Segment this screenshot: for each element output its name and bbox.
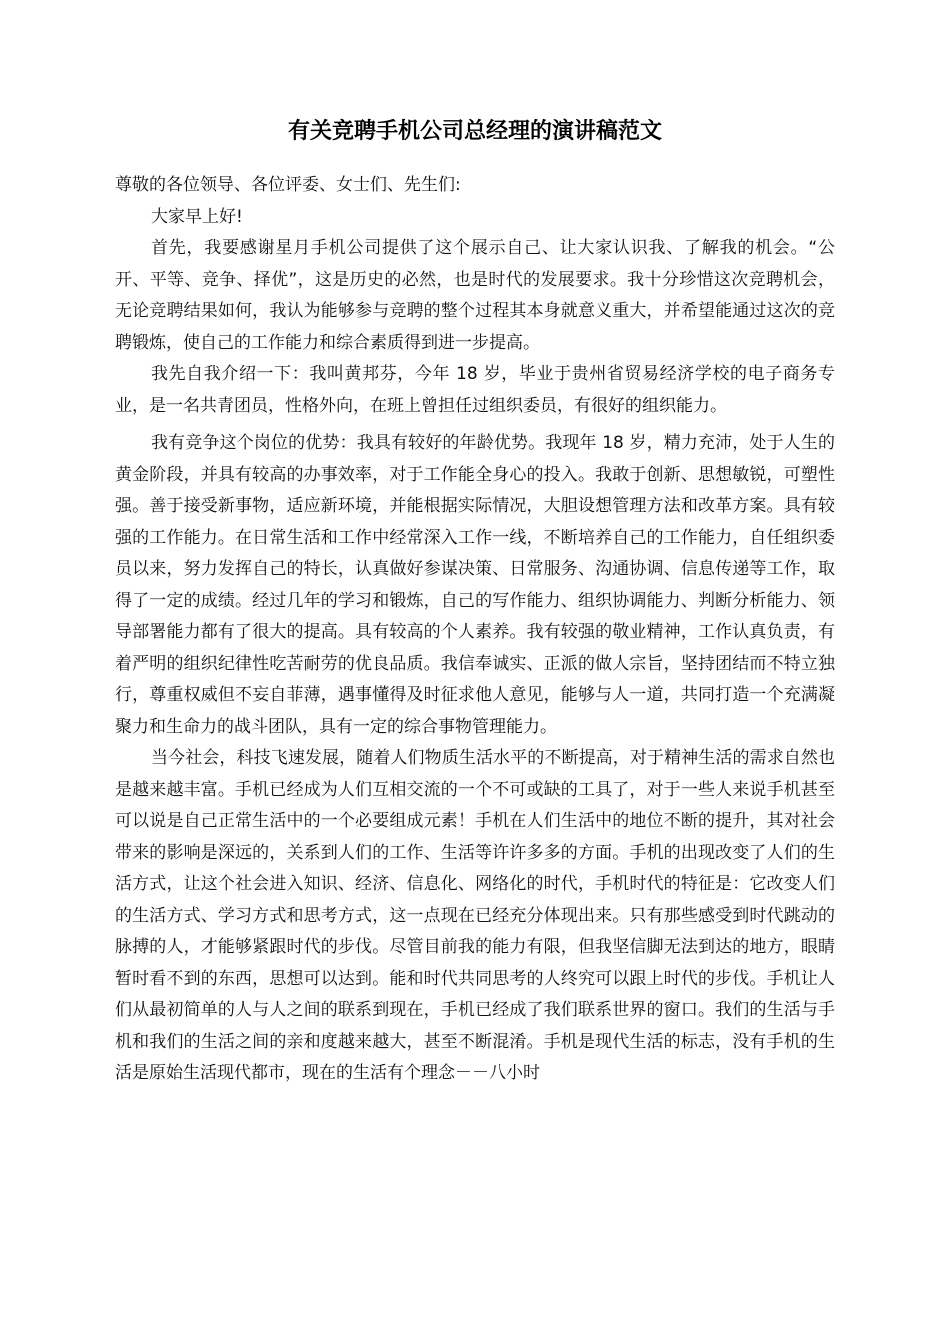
salutation: 尊敬的各位领导、各位评委、女士们、先生们: [115,175,461,195]
paragraph-self-introduction: 我先自我介绍一下：我叫黄邦芬，今年 18 岁，毕业于贵州省贸易经济学校的电子商务专业，是一名共青团员，性格外向，在班上曾担任过组织委员，有很好的组织能力。 [115,364,835,416]
greeting: 大家早上好! [151,206,243,227]
paragraph-thanks: 首先，我要感谢星月手机公司提供了这个展示自己、让大家认识我、了解我的机会。“公开、平等、竞争、择优”，这是历史的必然，也是时代的发展要求。我十分珍惜这次竞聘机会，无论竞聘结果如何，我认为能够参与竞聘的整个过程其本身就意义重大，并希望能通过这次的竞聘锻炼，使自己的工作能力和综合素质得到进一步提高。 [115,238,835,353]
paragraph-advantages: 我有竞争这个岗位的优势：我具有较好的年龄优势。我现年 18 岁，精力充沛，处于人生的黄金阶段，并具有较高的办事效率，对于工作能全身心的投入。我敢于创新、思想敏锐，可塑性强。善于接受新事物，适应新环境，并能根据实际情况，大胆设想管理方法和改革方案。具有较强的工作能力。在日常生活和工作中经常深入工作一线，不断培养自己的工作能力，自任组织委员以来，努力发挥自己的特长，认真做好参谋决策、日常服务、沟通协调、信息传递等工作，取得了一定的成绩。经过几年的学习和锻炼，自己的写作能力、组织协调能力、判断分析能力、领导部署能力都有了很大的提高。具有较高的个人素养。我有较强的敬业精神，工作认真负责，有着严明的组织纪律性吃苦耐劳的优良品质。我信奉诚实、正派的做人宗旨，坚持团结而不特立独行，尊重权威但不妄自菲薄，遇事懂得及时征求他人意见，能够与人一道，共同打造一个充满凝聚力和生命力的战斗团队，具有一定的综合事物管理能力。 [115,433,835,737]
document-body [115,170,835,1090]
document-title: 有关竞聘手机公司总经理的演讲稿范文 [287,119,662,144]
paragraph-mobile-era: 当今社会，科技飞速发展，随着人们物质生活水平的不断提高，对于精神生活的需求自然也是越来越丰富。手机已经成为人们互相交流的一个不可或缺的工具了，对于一些人来说手机甚至可以说是自己正常生活中的一个必要组成元素！手机在人们生活中的地位不断的提升，其对社会带来的影响是深远的，关系到人们的工作、生活等许许多多的方面。手机的出现改变了人们的生活方式，让这个社会进入知识、经济、信息化、网络化的时代，手机时代的特征是：它改变人们的生活方式、学习方式和思考方式，这一点现在已经充分体现出来。只有那些感受到时代跳动的脉搏的人，才能够紧跟时代的步伐。尽管目前我的能力有限，但我坚信脚无法到达的地方，眼睛暂时看不到的东西，思想可以达到。能和时代共同思考的人终究可以跟上时代的步伐。手机让人们从最初简单的人与人之间的联系到现在，手机已经成了我们联系世界的窗口。我们的生活与手机和我们的生活之间的亲和度越来越大，甚至不断混淆。手机是现代生活的标志，没有手机的生活是原始生活现代都市，现在的生活有个理念－－八小时 [115,748,835,1083]
